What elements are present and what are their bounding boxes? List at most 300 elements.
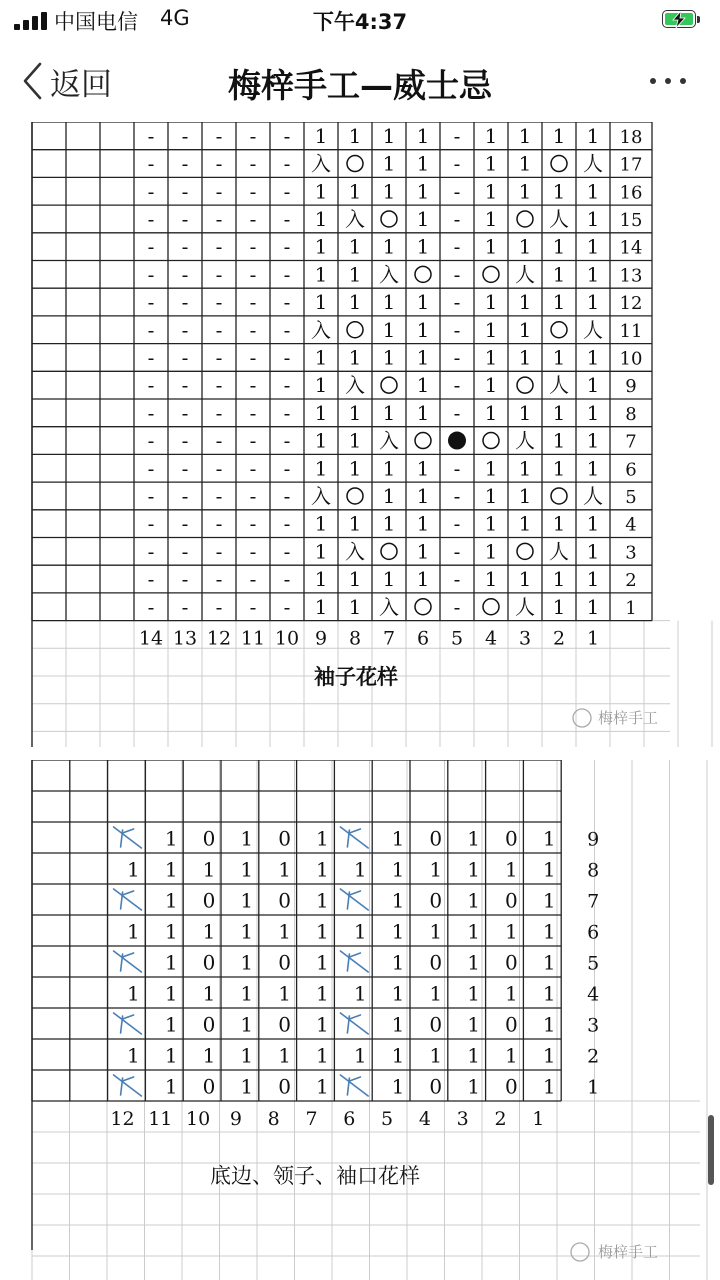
row-number: 18	[619, 126, 643, 148]
stitch-symbol: -	[249, 594, 257, 619]
stitch-symbol: 1	[586, 594, 600, 619]
stitch-symbol: -	[249, 179, 257, 204]
stitch-symbol: -	[283, 123, 291, 148]
stitch-symbol: 1	[348, 456, 362, 481]
yarn-over-symbol	[415, 433, 431, 449]
column-number: 14	[138, 627, 164, 650]
stitch-symbol: -	[215, 539, 223, 564]
row-number: 4	[587, 983, 600, 1006]
stitch-symbol: -	[147, 400, 155, 425]
stitch-symbol: -	[283, 179, 291, 204]
stitch-symbol: 1	[552, 456, 566, 481]
row-number: 16	[619, 182, 643, 204]
stitch-symbol: 1	[316, 1074, 329, 1099]
stitch-symbol: 1	[348, 179, 362, 204]
stitch-symbol: 1	[542, 981, 556, 1006]
stitch-symbol: 1	[552, 400, 566, 425]
stitch-symbol: 0	[202, 826, 216, 851]
yarn-over-symbol	[551, 322, 567, 338]
stitch-symbol: 人	[583, 483, 603, 508]
cable-symbol	[114, 889, 142, 910]
stitch-symbol: 1	[240, 1074, 254, 1099]
stitch-symbol: 1	[278, 919, 291, 944]
stitch-symbol: 1	[382, 234, 396, 259]
row-number: 8	[625, 403, 637, 425]
stitch-symbol: 1	[348, 428, 362, 453]
stitch-symbol: 1	[278, 857, 291, 882]
stitch-symbol: 1	[484, 511, 498, 536]
row-number: 13	[619, 265, 643, 287]
stitch-symbol: 1	[467, 950, 480, 975]
stitch-symbol: 1	[278, 1043, 291, 1068]
stitch-symbol: 入	[345, 539, 365, 564]
stitch-symbol: 1	[586, 206, 600, 231]
yarn-over-symbol	[415, 266, 431, 282]
yarn-over-symbol	[347, 156, 363, 172]
stitch-symbol: 入	[379, 594, 399, 619]
cable-symbol	[340, 889, 368, 910]
stitch-symbol: 1	[348, 234, 362, 259]
stitch-symbol: -	[147, 290, 155, 315]
stitch-symbol: 1	[382, 123, 396, 148]
stitch-symbol: 1	[586, 456, 600, 481]
column-number: 2	[494, 1108, 507, 1130]
stitch-symbol: 1	[467, 826, 480, 851]
stitch-symbol: -	[147, 428, 155, 453]
stitch-symbol: 1	[542, 826, 556, 851]
stitch-symbol: 1	[467, 981, 480, 1006]
edge-chart-image	[0, 760, 720, 1280]
stitch-symbol: 1	[484, 234, 498, 259]
stitch-symbol: 1	[314, 539, 328, 564]
stitch-symbol: -	[249, 567, 257, 592]
back-label: 返回	[50, 66, 112, 103]
row-number: 1	[587, 1076, 600, 1099]
stitch-symbol: 0	[278, 1012, 291, 1037]
stitch-symbol: 1	[314, 345, 328, 370]
stitch-symbol: -	[215, 234, 223, 259]
stitch-symbol: -	[215, 262, 223, 287]
stitch-symbol: 1	[467, 919, 480, 944]
yarn-over-symbol	[483, 266, 499, 282]
stitch-symbol: 1	[586, 123, 600, 148]
stitch-symbol: -	[147, 317, 155, 342]
stitch-symbol: 1	[348, 511, 362, 536]
stitch-symbol: 1	[505, 919, 518, 944]
column-number: 9	[229, 1108, 242, 1130]
stitch-symbol: 1	[164, 950, 178, 975]
stitch-symbol: -	[283, 400, 291, 425]
stitch-symbol: -	[215, 483, 223, 508]
row-number: 7	[587, 890, 600, 913]
stitch-symbol: -	[283, 290, 291, 315]
stitch-symbol: 1	[353, 857, 367, 882]
stitch-symbol: 1	[416, 123, 430, 148]
stitch-symbol: -	[147, 456, 155, 481]
stitch-symbol: 1	[429, 857, 443, 882]
stitch-symbol: 1	[484, 290, 498, 315]
stitch-symbol: 1	[348, 345, 362, 370]
stitch-symbol: 0	[505, 1074, 518, 1099]
stitch-symbol: 1	[484, 400, 498, 425]
stitch-symbol: 1	[467, 888, 480, 913]
row-number: 2	[625, 570, 637, 592]
cable-symbol	[340, 951, 368, 972]
stitch-symbol: -	[147, 594, 155, 619]
stitch-symbol: -	[215, 567, 223, 592]
stitch-symbol: -	[453, 290, 461, 315]
stitch-symbol: -	[181, 262, 189, 287]
row-number: 10	[619, 348, 643, 370]
stitch-symbol: 0	[429, 826, 443, 851]
stitch-symbol: -	[283, 539, 291, 564]
row-number: 11	[619, 320, 643, 342]
stitch-symbol: -	[181, 456, 189, 481]
stitch-symbol: 人	[583, 151, 603, 176]
stitch-symbol: 1	[484, 483, 498, 508]
stitch-symbol: 1	[316, 826, 329, 851]
stitch-symbol: 1	[164, 919, 178, 944]
stitch-symbol: 1	[467, 1043, 480, 1068]
stitch-symbol: 1	[518, 151, 532, 176]
stitch-symbol: 1	[586, 567, 600, 592]
stitch-symbol: 1	[467, 1074, 480, 1099]
stitch-symbol: 1	[391, 1043, 405, 1068]
stitch-symbol: -	[453, 483, 461, 508]
stitch-symbol: 1	[552, 234, 566, 259]
stitch-symbol: -	[147, 539, 155, 564]
row-number: 5	[625, 486, 637, 508]
yarn-over-symbol	[483, 433, 499, 449]
yarn-over-symbol	[483, 599, 499, 615]
stitch-symbol: 1	[164, 1074, 178, 1099]
clock: 下午4:37	[312, 10, 408, 34]
stitch-symbol: -	[283, 373, 291, 398]
yarn-over-symbol	[381, 543, 397, 559]
stitch-symbol: -	[215, 290, 223, 315]
edge-chart	[0, 760, 720, 1280]
stitch-symbol: -	[283, 151, 291, 176]
stitch-symbol: 1	[240, 888, 254, 913]
stitch-symbol: -	[215, 151, 223, 176]
more-button[interactable]	[638, 60, 698, 100]
stitch-symbol: 1	[382, 151, 396, 176]
stitch-symbol: 0	[505, 888, 518, 913]
column-number: 6	[416, 627, 430, 650]
stitch-symbol: -	[249, 428, 257, 453]
row-number: 6	[587, 921, 600, 944]
stitch-symbol: 1	[416, 151, 430, 176]
stitch-symbol: 人	[515, 594, 535, 619]
stitch-symbol: 1	[348, 262, 362, 287]
stitch-symbol: -	[147, 345, 155, 370]
stitch-symbol: -	[249, 290, 257, 315]
column-number: 6	[343, 1108, 356, 1130]
stitch-symbol: 1	[586, 345, 600, 370]
stitch-symbol: 1	[382, 511, 396, 536]
stitch-symbol: 1	[416, 539, 430, 564]
stitch-symbol: 人	[549, 206, 569, 231]
stitch-symbol: 1	[518, 234, 532, 259]
stitch-symbol: 1	[484, 567, 498, 592]
row-number: 12	[619, 293, 643, 315]
stitch-symbol: 0	[202, 888, 216, 913]
stitch-symbol: 1	[240, 981, 254, 1006]
column-number: 8	[267, 1108, 280, 1130]
stitch-symbol: -	[215, 206, 223, 231]
watermark-logo	[571, 1243, 589, 1261]
stitch-symbol: 1	[314, 234, 328, 259]
stitch-symbol: -	[215, 373, 223, 398]
stitch-symbol: 1	[518, 345, 532, 370]
stitch-symbol: 1	[429, 981, 443, 1006]
stitch-symbol: 1	[314, 456, 328, 481]
stitch-symbol: -	[215, 179, 223, 204]
stitch-symbol: 0	[278, 888, 291, 913]
stitch-symbol: -	[181, 483, 189, 508]
stitch-symbol: 1	[314, 594, 328, 619]
column-number: 10	[186, 1108, 211, 1130]
stitch-symbol: -	[147, 483, 155, 508]
stitch-symbol: 入	[311, 317, 331, 342]
stitch-symbol: 1	[382, 317, 396, 342]
stitch-symbol: -	[283, 206, 291, 231]
stitch-symbol: 1	[382, 400, 396, 425]
sleeve-chart	[0, 122, 720, 747]
stitch-symbol: 1	[484, 539, 498, 564]
stitch-symbol: -	[181, 151, 189, 176]
stitch-symbol: -	[181, 290, 189, 315]
stitch-symbol: 1	[202, 1043, 216, 1068]
stitch-symbol: 人	[515, 428, 535, 453]
cable-symbol	[114, 1013, 142, 1034]
stitch-symbol: 1	[278, 981, 291, 1006]
stitch-symbol: 1	[391, 919, 405, 944]
stitch-symbol: 1	[314, 206, 328, 231]
stitch-symbol: 入	[379, 262, 399, 287]
stitch-symbol: -	[215, 428, 223, 453]
column-number: 4	[418, 1108, 431, 1130]
stitch-symbol: 1	[484, 456, 498, 481]
stitch-symbol: -	[181, 345, 189, 370]
row-number: 6	[625, 459, 637, 481]
stitch-symbol: 0	[278, 950, 291, 975]
stitch-symbol: -	[215, 345, 223, 370]
stitch-symbol: -	[283, 428, 291, 453]
stitch-symbol: -	[453, 262, 461, 287]
row-number: 8	[587, 859, 600, 882]
stitch-symbol: 1	[316, 1012, 329, 1037]
column-number: 1	[532, 1108, 545, 1130]
stitch-symbol: 1	[202, 981, 216, 1006]
row-number: 9	[625, 376, 637, 398]
stitch-symbol: -	[181, 428, 189, 453]
stitch-symbol: 1	[518, 456, 532, 481]
cable-symbol	[340, 1075, 368, 1096]
stitch-symbol: 1	[484, 373, 498, 398]
stitch-symbol: 1	[518, 317, 532, 342]
stitch-symbol: -	[249, 345, 257, 370]
cable-symbol	[114, 951, 142, 972]
stitch-symbol: 1	[348, 290, 362, 315]
stitch-symbol: 1	[416, 400, 430, 425]
column-number: 11	[148, 1108, 173, 1130]
stitch-symbol: 1	[127, 1043, 140, 1068]
stitch-symbol: -	[215, 511, 223, 536]
stitch-symbol: 1	[467, 857, 480, 882]
stitch-symbol: -	[249, 373, 257, 398]
stitch-symbol: 人	[515, 262, 535, 287]
stitch-symbol: -	[147, 151, 155, 176]
stitch-symbol: 1	[552, 511, 566, 536]
stitch-symbol: -	[453, 594, 461, 619]
sleeve-chart-image	[0, 122, 720, 747]
stitch-symbol: 1	[164, 826, 178, 851]
stitch-symbol: 1	[542, 857, 556, 882]
stitch-symbol: 1	[416, 567, 430, 592]
stitch-symbol: -	[249, 511, 257, 536]
stitch-symbol: 1	[164, 1043, 178, 1068]
stitch-symbol: 1	[314, 511, 328, 536]
stitch-symbol: 1	[240, 1012, 254, 1037]
column-number: 13	[172, 627, 198, 650]
stitch-symbol: -	[453, 317, 461, 342]
stitch-symbol: 1	[353, 1043, 367, 1068]
stitch-symbol: 1	[314, 400, 328, 425]
stitch-symbol: 1	[314, 290, 328, 315]
yarn-over-symbol	[551, 488, 567, 504]
stitch-symbol: 1	[586, 539, 600, 564]
stitch-symbol: -	[147, 373, 155, 398]
stitch-symbol: -	[181, 511, 189, 536]
stitch-symbol: 1	[348, 123, 362, 148]
stitch-symbol: -	[215, 123, 223, 148]
row-number: 15	[619, 209, 643, 231]
stitch-symbol: 人	[583, 317, 603, 342]
stitch-symbol: -	[249, 400, 257, 425]
column-number: 5	[381, 1108, 394, 1130]
column-number: 7	[382, 627, 396, 650]
stitch-symbol: 1	[505, 857, 518, 882]
stitch-symbol: 1	[518, 123, 532, 148]
stitch-symbol: 0	[505, 826, 518, 851]
column-number: 7	[305, 1108, 318, 1130]
stitch-symbol: 1	[316, 950, 329, 975]
stitch-symbol: 1	[164, 888, 178, 913]
status-bar	[0, 0, 720, 40]
battery-charging-icon	[662, 10, 702, 30]
stitch-symbol: 0	[278, 826, 291, 851]
stitch-symbol: -	[215, 456, 223, 481]
stitch-symbol: 1	[314, 179, 328, 204]
stitch-symbol: 1	[518, 511, 532, 536]
stitch-symbol: 1	[542, 1012, 556, 1037]
carrier-label: 中国电信	[54, 10, 138, 34]
stitch-symbol: 1	[382, 345, 396, 370]
stitch-symbol: -	[249, 317, 257, 342]
stitch-symbol: 1	[240, 1043, 254, 1068]
stitch-symbol: -	[453, 511, 461, 536]
stitch-symbol: -	[283, 456, 291, 481]
row-number: 3	[625, 542, 637, 564]
stitch-symbol: -	[181, 539, 189, 564]
stitch-symbol: 1	[518, 179, 532, 204]
filled-dot-symbol	[448, 432, 466, 450]
stitch-symbol: 1	[586, 234, 600, 259]
yarn-over-symbol	[517, 211, 533, 227]
stitch-symbol: -	[283, 234, 291, 259]
stitch-symbol: 1	[391, 888, 405, 913]
stitch-symbol: -	[147, 262, 155, 287]
stitch-symbol: 入	[345, 373, 365, 398]
stitch-symbol: 1	[316, 1043, 329, 1068]
stitch-symbol: 1	[391, 1074, 405, 1099]
yarn-over-symbol	[381, 377, 397, 393]
stitch-symbol: 1	[164, 981, 178, 1006]
stitch-symbol: -	[283, 511, 291, 536]
stitch-symbol: 1	[552, 428, 566, 453]
stitch-symbol: -	[453, 567, 461, 592]
stitch-symbol: -	[181, 400, 189, 425]
stitch-symbol: 1	[542, 919, 556, 944]
chart-caption: 底边、领子、袖口花样	[210, 1164, 420, 1188]
stitch-symbol: 1	[314, 373, 328, 398]
stitch-symbol: -	[453, 151, 461, 176]
stitch-symbol: 1	[391, 1012, 405, 1037]
stitch-symbol: 1	[542, 950, 556, 975]
stitch-symbol: 入	[311, 483, 331, 508]
stitch-symbol: 1	[348, 594, 362, 619]
row-number: 14	[619, 237, 643, 259]
stitch-symbol: -	[181, 373, 189, 398]
column-number: 12	[206, 627, 232, 650]
stitch-symbol: 1	[586, 400, 600, 425]
stitch-symbol: 1	[429, 1043, 443, 1068]
stitch-symbol: 人	[549, 539, 569, 564]
stitch-symbol: 0	[429, 950, 443, 975]
stitch-symbol: 1	[240, 950, 254, 975]
cable-symbol	[114, 827, 142, 848]
stitch-symbol: 1	[484, 123, 498, 148]
stitch-symbol: 1	[391, 981, 405, 1006]
stitch-symbol: -	[453, 400, 461, 425]
stitch-symbol: -	[181, 567, 189, 592]
stitch-symbol: 0	[429, 1074, 443, 1099]
yarn-over-symbol	[517, 543, 533, 559]
stitch-symbol: 1	[382, 456, 396, 481]
stitch-symbol: 1	[391, 950, 405, 975]
stitch-symbol: 1	[586, 511, 600, 536]
stitch-symbol: -	[249, 151, 257, 176]
stitch-symbol: -	[453, 373, 461, 398]
row-number: 2	[587, 1045, 600, 1068]
stitch-symbol: 0	[429, 888, 443, 913]
stitch-symbol: 1	[127, 981, 140, 1006]
stitch-symbol: -	[147, 234, 155, 259]
stitch-symbol: 1	[484, 179, 498, 204]
stitch-symbol: 0	[202, 1012, 216, 1037]
scrollbar-thumb[interactable]	[708, 1115, 714, 1185]
stitch-symbol: 1	[416, 206, 430, 231]
stitch-symbol: 1	[316, 919, 329, 944]
stitch-symbol: 1	[240, 919, 254, 944]
stitch-symbol: 入	[311, 151, 331, 176]
stitch-symbol: 1	[467, 1012, 480, 1037]
stitch-symbol: -	[215, 400, 223, 425]
article-content[interactable]	[0, 122, 720, 1280]
stitch-symbol: -	[215, 317, 223, 342]
stitch-symbol: 1	[391, 857, 405, 882]
